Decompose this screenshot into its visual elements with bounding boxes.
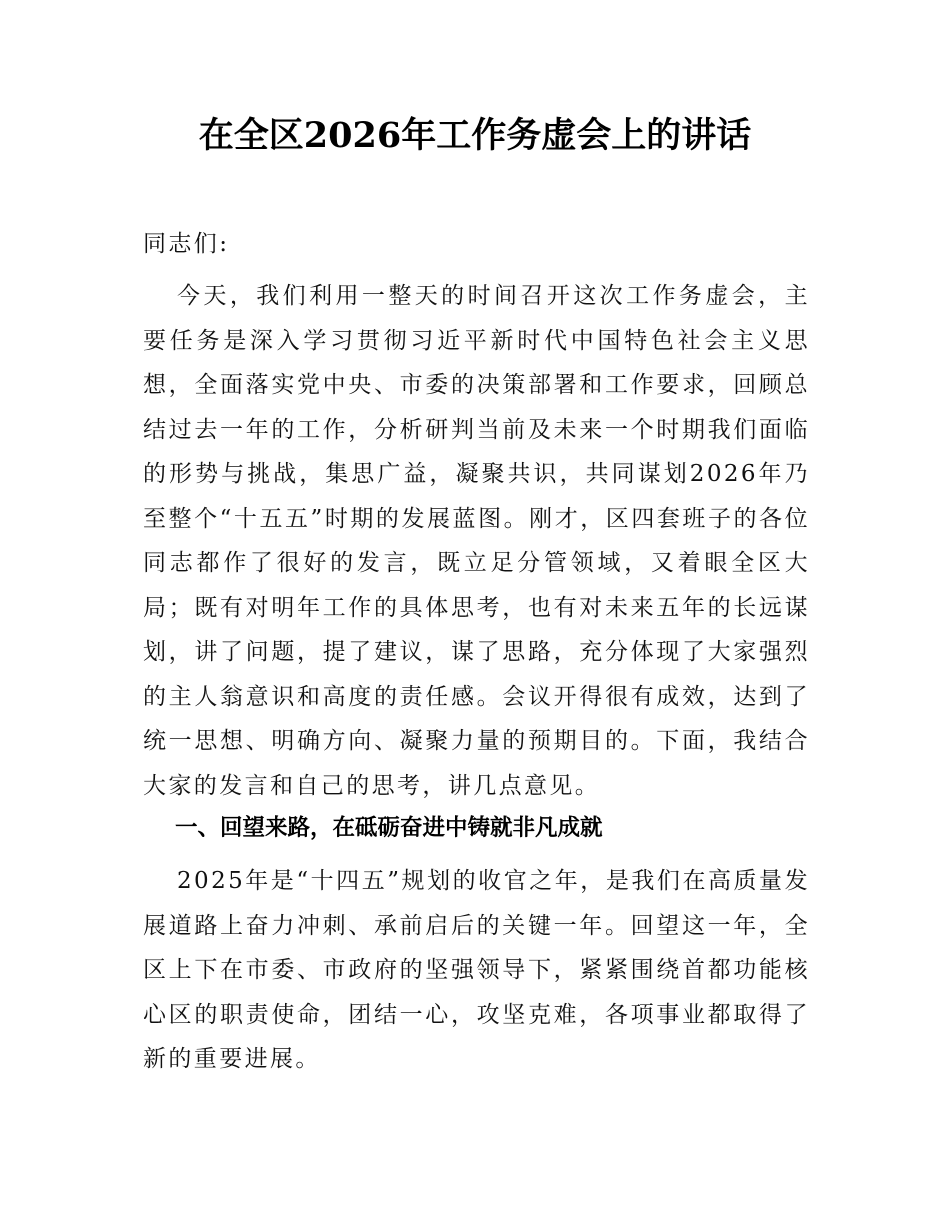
- paragraph-opening: 今天，我们利用一整天的时间召开这次工作务虚会，主要任务是深入学习贯彻习近平新时代中国特色社会主义思想，全面落实党中央、市委的决策部署和工作要求，回顾总结过去一年的工作，分析研判当前及未来一个时期我们面临的形势与挑战，集思广益，凝聚共识，共同谋划2026年乃至整个“十五五”时期的发展蓝图。刚才，区四套班子的各位同志都作了很好的发言，既立足分管领域，又着眼全区大局；既有对明年工作的具体思考，也有对未来五年的长远谋划，讲了问题，提了建议，谋了思路，充分体现了大家强烈的主人翁意识和高度的责任感。会议开得很有成效，达到了统一思想、明确方向、凝聚力量的预期目的。下面，我结合大家的发言和自己的思考，讲几点意见。: [143, 283, 810, 799]
- salutation: 同志们:: [143, 231, 230, 257]
- section-heading-1: 一、回望来路，在砥砺奋进中铸就非凡成就: [175, 815, 603, 841]
- document-title: 在全区2026年工作务虚会上的讲话: [198, 115, 752, 156]
- paragraph-review: 2025年是“十四五”规划的收官之年，是我们在高质量发展道路上奋力冲刺、承前启后的关键一年。回望这一年，全区上下在市委、市政府的坚强领导下，紧紧围绕首都功能核心区的职责使命，团结一心，攻坚克难，各项事业都取得了新的重要进展。: [143, 868, 810, 1072]
